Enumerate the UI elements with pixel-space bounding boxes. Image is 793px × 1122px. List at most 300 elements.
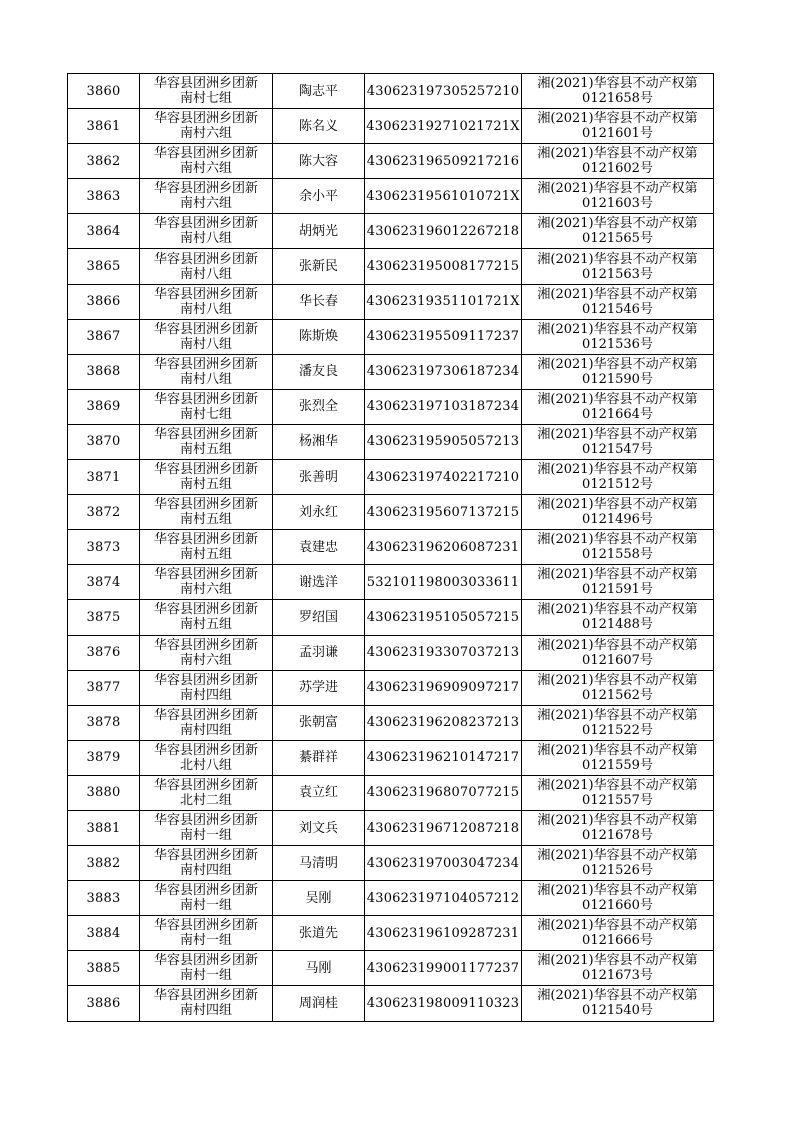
owner-name-cell-text: 谢选洋	[298, 574, 338, 590]
address-cell-text: 华容县团洲乡团新	[153, 497, 258, 513]
registry-table-body	[68, 74, 714, 1022]
serial-number-cell-text: 3862	[86, 153, 121, 169]
certificate-number-cell-text: 湘(2021)华容县不动产权第	[537, 286, 698, 302]
owner-name-cell	[273, 986, 365, 1021]
address-cell	[140, 354, 273, 389]
id-number-cell	[365, 775, 522, 810]
certificate-number-cell-text: 湘(2021)华容县不动产权第	[537, 813, 698, 829]
owner-name-cell	[273, 354, 365, 389]
id-number-cell	[365, 144, 522, 179]
table-row	[68, 670, 714, 705]
certificate-number-cell-text: 0121563号	[582, 266, 653, 282]
table-row	[68, 565, 714, 600]
certificate-number-cell-text: 0121565号	[582, 231, 653, 247]
certificate-number-cell	[522, 249, 714, 284]
owner-name-cell	[273, 881, 365, 916]
id-number-cell-text: 430623195905057213	[366, 434, 520, 450]
address-cell	[140, 109, 273, 144]
serial-number-cell	[68, 846, 140, 881]
table-row	[68, 951, 714, 986]
certificate-number-cell-text: 湘(2021)华容县不动产权第	[537, 637, 698, 653]
owner-name-cell	[273, 179, 365, 214]
serial-number-cell-text: 3861	[86, 118, 121, 134]
owner-name-cell-text: 胡炳光	[298, 223, 338, 239]
certificate-number-cell-text: 湘(2021)华容县不动产权第	[537, 321, 698, 337]
table-row	[68, 846, 714, 881]
serial-number-cell	[68, 740, 140, 775]
id-number-cell-text: 430623196012267218	[366, 223, 520, 239]
certificate-number-cell-text: 0121522号	[582, 722, 653, 738]
certificate-number-cell-text: 0121559号	[582, 757, 653, 773]
address-cell-text: 南村五组	[179, 547, 232, 563]
address-cell-text: 华容县团洲乡团新	[153, 321, 258, 337]
owner-name-cell-text: 陈名义	[298, 118, 338, 134]
table-row	[68, 214, 714, 249]
certificate-number-cell-text: 湘(2021)华容县不动产权第	[537, 883, 698, 899]
id-number-cell-text: 430623196206087231	[366, 539, 520, 555]
id-number-cell-text: 430623195105057215	[366, 609, 520, 625]
id-number-cell-text: 430623196909097217	[366, 680, 520, 696]
serial-number-cell-text: 3867	[86, 329, 121, 345]
id-number-cell-text: 43062319271021721X	[366, 118, 520, 134]
certificate-number-cell-text: 0121664号	[582, 406, 653, 422]
address-cell	[140, 214, 273, 249]
address-cell-text: 华容县团洲乡团新	[153, 111, 258, 127]
table-row	[68, 986, 714, 1021]
address-cell-text: 北村八组	[179, 757, 232, 773]
id-number-cell	[365, 214, 522, 249]
id-number-cell-text: 430623199001177237	[366, 960, 520, 976]
table-row	[68, 916, 714, 951]
id-number-cell-text: 430623195607137215	[366, 504, 520, 520]
address-cell-text: 南村一组	[179, 898, 232, 914]
table-row	[68, 389, 714, 424]
address-cell	[140, 284, 273, 319]
id-number-cell-text: 430623196208237213	[366, 715, 520, 731]
owner-name-cell-text: 马刚	[305, 960, 332, 976]
certificate-number-cell	[522, 109, 714, 144]
address-cell-text: 华容县团洲乡团新	[153, 602, 258, 618]
address-cell-text: 华容县团洲乡团新	[153, 391, 258, 407]
certificate-number-cell	[522, 705, 714, 740]
certificate-number-cell	[522, 74, 714, 109]
serial-number-cell-text: 3879	[86, 750, 121, 766]
serial-number-cell-text: 3869	[86, 399, 121, 415]
serial-number-cell	[68, 810, 140, 845]
address-cell-text: 北村二组	[179, 792, 232, 808]
id-number-cell	[365, 810, 522, 845]
address-cell-text: 南村八组	[179, 371, 232, 387]
id-number-cell	[365, 109, 522, 144]
table-row	[68, 635, 714, 670]
table-row	[68, 810, 714, 845]
certificate-number-cell-text: 0121591号	[582, 582, 653, 598]
certificate-number-cell	[522, 354, 714, 389]
id-number-cell	[365, 565, 522, 600]
serial-number-cell	[68, 565, 140, 600]
owner-name-cell	[273, 460, 365, 495]
certificate-number-cell-text: 湘(2021)华容县不动产权第	[537, 672, 698, 688]
certificate-number-cell-text: 0121547号	[582, 441, 653, 457]
owner-name-cell	[273, 635, 365, 670]
address-cell-text: 南村四组	[179, 687, 232, 703]
owner-name-cell	[273, 319, 365, 354]
address-cell	[140, 144, 273, 179]
certificate-number-cell-text: 湘(2021)华容县不动产权第	[537, 216, 698, 232]
owner-name-cell-text: 袁立红	[298, 785, 338, 801]
address-cell-text: 华容县团洲乡团新	[153, 286, 258, 302]
address-cell	[140, 740, 273, 775]
id-number-cell-text: 430623196807077215	[366, 785, 520, 801]
id-number-cell-text: 430623197104057212	[366, 890, 520, 906]
address-cell	[140, 775, 273, 810]
owner-name-cell-text: 张善明	[298, 469, 338, 485]
certificate-number-cell	[522, 775, 714, 810]
address-cell-text: 南村一组	[179, 933, 232, 949]
certificate-number-cell-text: 湘(2021)华容县不动产权第	[537, 146, 698, 162]
address-cell-text: 南村五组	[179, 441, 232, 457]
serial-number-cell-text: 3880	[86, 785, 121, 801]
certificate-number-cell	[522, 565, 714, 600]
owner-name-cell	[273, 810, 365, 845]
address-cell-text: 华容县团洲乡团新	[153, 848, 258, 864]
property-registry-table	[67, 73, 714, 1022]
id-number-cell-text: 430623193307037213	[366, 645, 520, 661]
address-cell-text: 南村六组	[179, 126, 232, 142]
id-number-cell-text: 430623197003047234	[366, 855, 520, 871]
address-cell-text: 南村四组	[179, 722, 232, 738]
address-cell-text: 南村八组	[179, 231, 232, 247]
address-cell-text: 华容县团洲乡团新	[153, 462, 258, 478]
owner-name-cell	[273, 424, 365, 459]
address-cell	[140, 530, 273, 565]
serial-number-cell-text: 3865	[86, 259, 121, 275]
certificate-number-cell-text: 0121678号	[582, 828, 653, 844]
id-number-cell-text: 430623197305257210	[366, 83, 520, 99]
address-cell-text: 南村五组	[179, 617, 232, 633]
certificate-number-cell-text: 湘(2021)华容县不动产权第	[537, 953, 698, 969]
serial-number-cell-text: 3873	[86, 539, 121, 555]
serial-number-cell	[68, 424, 140, 459]
serial-number-cell-text: 3871	[86, 469, 121, 485]
address-cell	[140, 916, 273, 951]
owner-name-cell	[273, 249, 365, 284]
owner-name-cell-text: 苏学进	[298, 680, 338, 696]
table-row	[68, 319, 714, 354]
id-number-cell	[365, 354, 522, 389]
address-cell	[140, 460, 273, 495]
id-number-cell-text: 430623195008177215	[366, 259, 520, 275]
id-number-cell	[365, 284, 522, 319]
serial-number-cell-text: 3886	[86, 995, 121, 1011]
certificate-number-cell-text: 湘(2021)华容县不动产权第	[537, 988, 698, 1004]
serial-number-cell	[68, 670, 140, 705]
serial-number-cell-text: 3874	[86, 574, 121, 590]
address-cell-text: 华容县团洲乡团新	[153, 813, 258, 829]
certificate-number-cell-text: 0121536号	[582, 336, 653, 352]
owner-name-cell	[273, 916, 365, 951]
address-cell-text: 华容县团洲乡团新	[153, 777, 258, 793]
serial-number-cell	[68, 354, 140, 389]
certificate-number-cell	[522, 214, 714, 249]
address-cell-text: 华容县团洲乡团新	[153, 532, 258, 548]
owner-name-cell	[273, 74, 365, 109]
id-number-cell-text: 430623196509217216	[366, 153, 520, 169]
address-cell-text: 南村七组	[179, 406, 232, 422]
certificate-number-cell	[522, 179, 714, 214]
certificate-number-cell-text: 0121666号	[582, 933, 653, 949]
certificate-number-cell-text: 湘(2021)华容县不动产权第	[537, 356, 698, 372]
owner-name-cell-text: 陶志平	[298, 83, 338, 99]
address-cell	[140, 424, 273, 459]
certificate-number-cell	[522, 284, 714, 319]
address-cell-text: 南村四组	[179, 863, 232, 879]
id-number-cell-text: 430623197402217210	[366, 469, 520, 485]
owner-name-cell-text: 张烈全	[298, 399, 338, 415]
address-cell-text: 南村六组	[179, 582, 232, 598]
address-cell-text: 华容县团洲乡团新	[153, 672, 258, 688]
id-number-cell	[365, 916, 522, 951]
serial-number-cell	[68, 144, 140, 179]
address-cell-text: 南村八组	[179, 266, 232, 282]
address-cell-text: 华容县团洲乡团新	[153, 426, 258, 442]
serial-number-cell-text: 3877	[86, 680, 121, 696]
address-cell-text: 华容县团洲乡团新	[153, 146, 258, 162]
serial-number-cell-text: 3885	[86, 960, 121, 976]
certificate-number-cell-text: 湘(2021)华容县不动产权第	[537, 181, 698, 197]
table-row	[68, 600, 714, 635]
serial-number-cell	[68, 214, 140, 249]
owner-name-cell-text: 杨湘华	[298, 434, 338, 450]
serial-number-cell	[68, 916, 140, 951]
address-cell	[140, 179, 273, 214]
address-cell-text: 华容县团洲乡团新	[153, 181, 258, 197]
owner-name-cell	[273, 284, 365, 319]
address-cell-text: 华容县团洲乡团新	[153, 953, 258, 969]
certificate-number-cell-text: 湘(2021)华容县不动产权第	[537, 707, 698, 723]
address-cell	[140, 705, 273, 740]
owner-name-cell	[273, 144, 365, 179]
address-cell	[140, 495, 273, 530]
certificate-number-cell-text: 湘(2021)华容县不动产权第	[537, 391, 698, 407]
id-number-cell	[365, 530, 522, 565]
table-row	[68, 705, 714, 740]
serial-number-cell	[68, 530, 140, 565]
address-cell-text: 南村七组	[179, 91, 232, 107]
address-cell-text: 南村八组	[179, 336, 232, 352]
table-row	[68, 179, 714, 214]
owner-name-cell-text: 潘友良	[298, 364, 338, 380]
owner-name-cell	[273, 775, 365, 810]
certificate-number-cell-text: 0121601号	[582, 126, 653, 142]
id-number-cell-text: 532101198003033611	[366, 574, 520, 590]
address-cell	[140, 249, 273, 284]
owner-name-cell	[273, 705, 365, 740]
certificate-number-cell	[522, 810, 714, 845]
address-cell	[140, 319, 273, 354]
table-row	[68, 881, 714, 916]
certificate-number-cell	[522, 144, 714, 179]
serial-number-cell-text: 3863	[86, 188, 121, 204]
owner-name-cell	[273, 951, 365, 986]
certificate-number-cell-text: 0121590号	[582, 371, 653, 387]
owner-name-cell-text: 刘永红	[298, 504, 338, 520]
certificate-number-cell	[522, 530, 714, 565]
certificate-number-cell-text: 湘(2021)华容县不动产权第	[537, 76, 698, 92]
serial-number-cell-text: 3872	[86, 504, 121, 520]
serial-number-cell-text: 3875	[86, 609, 121, 625]
certificate-number-cell-text: 湘(2021)华容县不动产权第	[537, 567, 698, 583]
address-cell-text: 南村六组	[179, 652, 232, 668]
address-cell	[140, 635, 273, 670]
address-cell-text: 南村五组	[179, 477, 232, 493]
id-number-cell-text: 430623198009110323	[366, 995, 520, 1011]
id-number-cell	[365, 951, 522, 986]
owner-name-cell-text: 余小平	[298, 188, 338, 204]
serial-number-cell	[68, 951, 140, 986]
table-row	[68, 249, 714, 284]
certificate-number-cell-text: 0121673号	[582, 968, 653, 984]
owner-name-cell	[273, 389, 365, 424]
serial-number-cell	[68, 986, 140, 1021]
table-row	[68, 740, 714, 775]
serial-number-cell-text: 3864	[86, 223, 121, 239]
certificate-number-cell-text: 湘(2021)华容县不动产权第	[537, 918, 698, 934]
certificate-number-cell-text: 湘(2021)华容县不动产权第	[537, 777, 698, 793]
address-cell-text: 华容县团洲乡团新	[153, 567, 258, 583]
table-row	[68, 284, 714, 319]
certificate-number-cell	[522, 635, 714, 670]
id-number-cell	[365, 740, 522, 775]
certificate-number-cell	[522, 460, 714, 495]
address-cell-text: 南村六组	[179, 196, 232, 212]
table-row	[68, 495, 714, 530]
owner-name-cell-text: 孟羽谦	[298, 645, 338, 661]
owner-name-cell	[273, 109, 365, 144]
owner-name-cell-text: 张道先	[298, 925, 338, 941]
table-row	[68, 424, 714, 459]
owner-name-cell	[273, 740, 365, 775]
owner-name-cell-text: 刘文兵	[298, 820, 338, 836]
owner-name-cell-text: 马清明	[298, 855, 338, 871]
address-cell	[140, 846, 273, 881]
owner-name-cell-text: 陈斯焕	[298, 329, 338, 345]
serial-number-cell	[68, 635, 140, 670]
address-cell-text: 南村一组	[179, 968, 232, 984]
serial-number-cell	[68, 319, 140, 354]
address-cell-text: 华容县团洲乡团新	[153, 251, 258, 267]
certificate-number-cell-text: 湘(2021)华容县不动产权第	[537, 742, 698, 758]
certificate-number-cell-text: 0121496号	[582, 512, 653, 528]
serial-number-cell	[68, 881, 140, 916]
serial-number-cell-text: 3881	[86, 820, 121, 836]
serial-number-cell	[68, 74, 140, 109]
certificate-number-cell-text: 0121603号	[582, 196, 653, 212]
certificate-number-cell-text: 0121562号	[582, 687, 653, 703]
owner-name-cell	[273, 600, 365, 635]
id-number-cell	[365, 881, 522, 916]
certificate-number-cell-text: 湘(2021)华容县不动产权第	[537, 251, 698, 267]
table-row	[68, 354, 714, 389]
certificate-number-cell	[522, 986, 714, 1021]
address-cell-text: 华容县团洲乡团新	[153, 742, 258, 758]
address-cell	[140, 565, 273, 600]
certificate-number-cell-text: 湘(2021)华容县不动产权第	[537, 111, 698, 127]
certificate-number-cell	[522, 389, 714, 424]
certificate-number-cell-text: 0121488号	[582, 617, 653, 633]
id-number-cell	[365, 986, 522, 1021]
certificate-number-cell	[522, 951, 714, 986]
id-number-cell-text: 430623196109287231	[366, 925, 520, 941]
address-cell-text: 华容县团洲乡团新	[153, 216, 258, 232]
owner-name-cell-text: 綦群祥	[298, 750, 338, 766]
certificate-number-cell	[522, 846, 714, 881]
address-cell-text: 华容县团洲乡团新	[153, 707, 258, 723]
serial-number-cell-text: 3870	[86, 434, 121, 450]
serial-number-cell-text: 3884	[86, 925, 121, 941]
serial-number-cell-text: 3878	[86, 715, 121, 731]
id-number-cell-text: 430623196712087218	[366, 820, 520, 836]
certificate-number-cell-text: 0121512号	[582, 477, 653, 493]
address-cell-text: 华容县团洲乡团新	[153, 883, 258, 899]
id-number-cell-text: 430623197306187234	[366, 364, 520, 380]
owner-name-cell-text: 袁建忠	[298, 539, 338, 555]
id-number-cell	[365, 319, 522, 354]
address-cell	[140, 951, 273, 986]
certificate-number-cell	[522, 600, 714, 635]
certificate-number-cell	[522, 424, 714, 459]
owner-name-cell	[273, 530, 365, 565]
certificate-number-cell-text: 湘(2021)华容县不动产权第	[537, 532, 698, 548]
id-number-cell	[365, 600, 522, 635]
certificate-number-cell-text: 0121658号	[582, 91, 653, 107]
serial-number-cell-text: 3868	[86, 364, 121, 380]
table-row	[68, 530, 714, 565]
id-number-cell-text: 430623195509117237	[366, 329, 520, 345]
address-cell-text: 南村八组	[179, 301, 232, 317]
certificate-number-cell	[522, 495, 714, 530]
serial-number-cell-text: 3866	[86, 294, 121, 310]
serial-number-cell	[68, 775, 140, 810]
table-row	[68, 460, 714, 495]
address-cell-text: 华容县团洲乡团新	[153, 988, 258, 1004]
id-number-cell	[365, 495, 522, 530]
id-number-cell	[365, 389, 522, 424]
id-number-cell-text: 43062319561010721X	[366, 188, 520, 204]
certificate-number-cell	[522, 740, 714, 775]
serial-number-cell	[68, 389, 140, 424]
id-number-cell	[365, 179, 522, 214]
address-cell	[140, 810, 273, 845]
certificate-number-cell-text: 湘(2021)华容县不动产权第	[537, 426, 698, 442]
certificate-number-cell-text: 0121526号	[582, 863, 653, 879]
certificate-number-cell-text: 0121540号	[582, 1003, 653, 1019]
serial-number-cell	[68, 460, 140, 495]
owner-name-cell-text: 周润桂	[298, 995, 338, 1011]
owner-name-cell-text: 陈大容	[298, 153, 338, 169]
certificate-number-cell-text: 0121558号	[582, 547, 653, 563]
id-number-cell	[365, 460, 522, 495]
serial-number-cell	[68, 249, 140, 284]
address-cell-text: 南村四组	[179, 1003, 232, 1019]
serial-number-cell	[68, 600, 140, 635]
owner-name-cell-text: 张朝富	[298, 715, 338, 731]
id-number-cell	[365, 249, 522, 284]
id-number-cell-text: 43062319351101721X	[366, 294, 520, 310]
address-cell-text: 华容县团洲乡团新	[153, 356, 258, 372]
owner-name-cell	[273, 565, 365, 600]
serial-number-cell-text: 3860	[86, 83, 121, 99]
